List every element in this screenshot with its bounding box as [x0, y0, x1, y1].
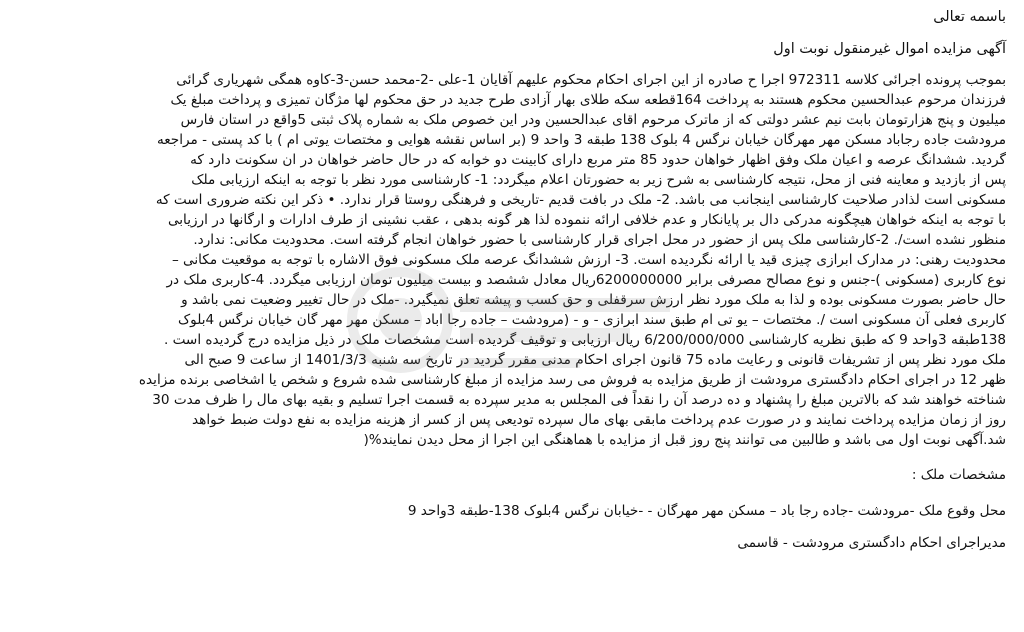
body-line: نوع کاربری (مسکونی )-جنس و نوع مصالح مصرفی برابر 6200000000ریال معادل ششصد و بیست میلیون تومان ارزیابی میگردد. 4-کاربری ملک در [166, 272, 1006, 288]
body-line: میلیون و پنج هزارتومان بابت نیم عشر دولتی که از ماترک مرحوم اقای عبدالحسین ودر این خصوص ملک به شماره پلاک ثبتی 5واقع در استان فارس [180, 112, 1006, 128]
notice-subtitle: آگهی مزایده اموال غیرمنقول نوبت اول [773, 41, 1006, 57]
body-line: منظور نشده است/. 2-کارشناسی ملک پس از حضور در محل اجرای قرار کارشناسی با حضور خواهان انجام گرفته است. محدودیت مکانی: ندارد. [193, 232, 1006, 248]
body-line: کاربری فعلی آن مسکونی است /. مختصات – یو تی ام طبق سند ابرازی - و - (مرودشت – جاده رجا اباد – مسکن مهر مهر گان خیابان نرگس 4بلوک [178, 312, 1006, 328]
body-line: 138طبقه 3واحد 9 که طبق نظریه کارشناسی 6/200/000/000 ریال ارزیابی و توقیف گردیده است مشخصات ملک در ذیل مزایده درج گردیده است . [163, 332, 1006, 348]
notice-body [18, 70, 1006, 450]
body-line: ملک مورد نظر پس از تشریفات قانونی و رعایت ماده 75 قانون اجرای احکام مدنی مقرر گردید در تاریخ سه شنبه 1401/3/3 از ساعت 9 صبح الی [184, 352, 1006, 368]
body-line: مسکونی است لذادر صلاحیت کارشناسی اینجانب می باشد. 2- ملک در بافت قدیم -تاریخی و فرهنگی روستا قرار ندارد. • ذکر این نکته ضروری است که [155, 192, 1006, 208]
body-line: با توجه به اینکه خواهان هیچگونه مدرکی دال بر پایانکار و عدم خلافی ارائه ننموده لذا هر گونه بدهی ، عقب نشینی از طرف ادارات و ارگانها در ارزیابی [167, 212, 1006, 228]
body-line: حال حاضر بصورت مسکونی بوده و لذا به ملک مورد نظر ارزش سرقفلی و حق کسب و پیشه تعلق نمیگیرد. -ملک در حال تغییر وضعیت نمی باشد و [181, 292, 1006, 308]
body-line: شناخته خواهند شد که بالاترین مبلغ را پشنهاد و ده درصد آن را نقداً فی المجلس به مدیر سپرده به قسمت اجرا تسلیم و بقیه بهای مال را ظرف مدت 30 [152, 392, 1006, 408]
property-location: محل وقوع ملک -مرودشت -جاده رجا باد – مسکن مهر مهرگان - -خیابان نرگس 4بلوک 138-طبقه 3واحد 9 [407, 503, 1006, 519]
body-line: فرزندان مرحوم عبدالحسین محکوم هستند به پرداخت 164قطعه سکه طلای بهار آزادی طرح جدید در حق محکوم لها مژگان تمیزی و پرداخت مبلغ یک [170, 92, 1006, 108]
body-line: پس از بازدید و معاینه فنی از محل، نتیجه کارشناسی به شرح زیر به حضورتان اعلام میگردد: 1- کارشناسی مورد نظر با توجه به اینکه ارزیابی ملک [191, 172, 1006, 188]
body-line: گردید. ششدانگ عرصه و اعیان ملک وفق اظهار خواهان حدود 85 متر مربع دارای کابینت دو خوابه که در حال حاضر خواهان در ان سکونت دارد که [190, 152, 1006, 168]
property-heading: مشخصات ملک : [911, 467, 1006, 483]
body-line: ظهر 12 در اجرای احکام دادگستری مرودشت از طریق مزایده به فروش می رسد مزایده از مبلغ کارشناسی شده شروع و شخص یا اشخاصی برنده مزایده [138, 372, 1006, 388]
body-line: روز از زمان مزایده پرداخت نمایند و در صورت عدم پرداخت مابقی بهای مال سپرده تودیعی پس از کسر از هزینه مزایده به نفع دولت ضبط خواهد [192, 412, 1006, 428]
body-line: بموجب پرونده اجرائی کلاسه 972311 اجرا ح صادره از این اجرای احکام محکوم علیهم آقایان 1-علی -2-محمد حسن-3-کاوه همگی شهریاری گرائی [176, 72, 1006, 88]
body-line: مرودشت جاده رجاباد مسکن مهر مهرگان خیابان نرگس 4 بلوک 138 طبقه 3 واحد 9 (بر اساس نقشه هوایی و مختصات یوتی ام ) با کد پستی - مراجعه [156, 132, 1006, 148]
body-line: محدودیت رهنی: در مدارک ابرازی چیزی قید یا ارائه نگردیده است. 3- ارزش ششدانگ عرصه ملک مسکونی فوق الاشاره با توجه به موقعیت مکانی – [171, 252, 1006, 268]
signature-line: مدیراجرای احکام دادگستری مرودشت - قاسمی [737, 535, 1006, 551]
document-title: باسمه تعالی [933, 9, 1006, 25]
body-line: شد.آگهی نوبت اول می باشد و طالبین می توانند پنج روز قبل از مزایده با هماهنگی این اجرا از محل دیدن نمایند%( [363, 432, 1006, 448]
